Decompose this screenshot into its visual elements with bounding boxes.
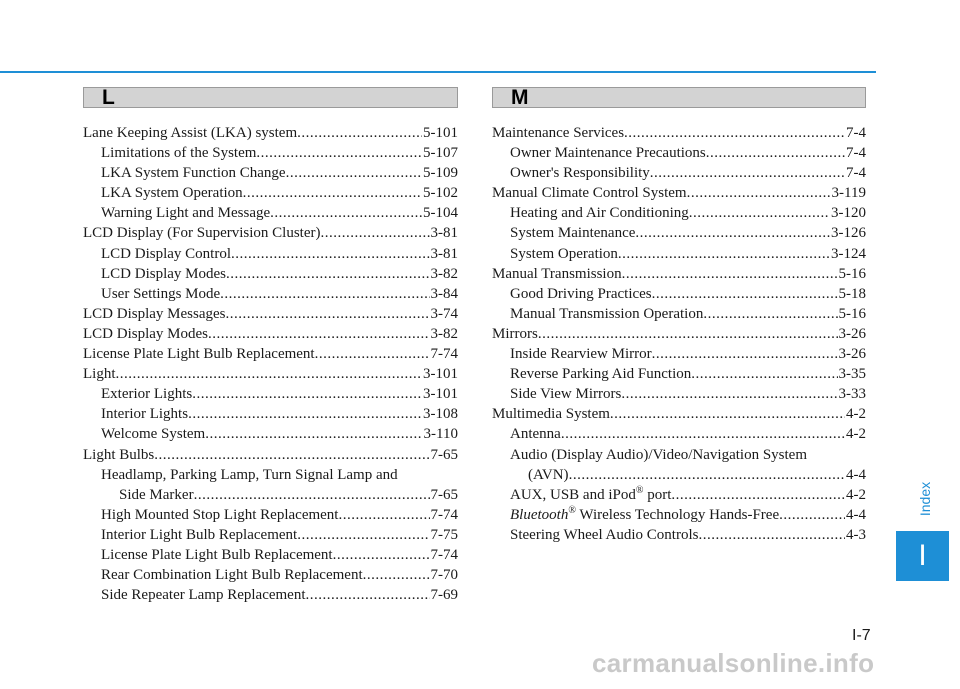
entry-title: Side View Mirrors [510,386,622,403]
entry-title: Manual Transmission Operation [510,305,704,322]
page-number: I-7 [852,627,871,644]
entry-page: 3-81 [430,245,458,262]
entry-title: Manual Climate Control System [492,185,687,202]
entry-title: Manual Transmission [492,265,622,282]
entry-page: 7-74 [430,546,458,563]
index-subentry[interactable] [83,585,458,605]
entry-page: 4-2 [846,406,866,423]
section-header-m [492,87,866,108]
index-entry[interactable] [83,123,458,143]
entry-page: 3-26 [838,325,866,342]
index-subentry-continued[interactable] [492,465,866,485]
entry-title: (AVN) [528,466,569,483]
entry-page: 3-108 [423,406,458,423]
entry-title: Multimedia System [492,406,610,423]
entry-title: Light [83,366,116,383]
entry-page: 5-18 [838,285,866,302]
index-column-m [492,123,866,545]
entry-title: LCD Display (For Supervision Cluster) [83,225,321,242]
index-subentry[interactable] [83,505,458,525]
entry-title: Rear Combination Light Bulb Replacement [101,567,363,584]
index-subentry[interactable] [492,505,866,525]
entry-title-suffix: Wireless Technology Hands-Free [575,506,780,523]
section-letter-l: L [102,86,115,109]
index-tab-letter: I [918,539,927,572]
entry-title: LKA System Operation [101,185,243,202]
index-entry[interactable] [492,264,866,284]
index-entry[interactable] [83,445,458,465]
section-header-l [83,87,458,108]
entry-page: 5-109 [423,165,458,182]
entry-title: Owner's Responsibility [510,165,650,182]
index-entry[interactable] [492,324,866,344]
entry-page: 5-102 [423,185,458,202]
entry-title: LCD Display Control [101,245,231,262]
entry-page: 3-33 [838,386,866,403]
entry-page: 4-2 [846,426,866,443]
entry-page: 7-69 [430,587,458,604]
entry-title: High Mounted Stop Light Replacement [101,506,339,523]
entry-page: 5-16 [838,265,866,282]
index-entry[interactable] [83,324,458,344]
entry-title: Light Bulbs [83,446,155,463]
entry-title: Bluetooth [510,506,569,523]
index-entry[interactable] [492,123,866,143]
entry-page: 7-74 [430,506,458,523]
entry-page: 3-101 [423,366,458,383]
index-side-label-text: Index [917,481,933,517]
entry-page: 7-4 [846,145,866,162]
entry-page: 7-70 [430,567,458,584]
index-subentry-heading [83,465,458,485]
index-subentry-continued[interactable] [83,485,458,505]
index-subentry[interactable] [492,485,866,505]
entry-title: Welcome System [101,426,206,443]
section-letter-m: M [511,86,529,109]
index-subentry[interactable] [492,284,866,304]
entry-page: 7-4 [846,165,866,182]
entry-title: Limitations of the System [101,145,257,162]
entry-title: License Plate Light Bulb Replacement [83,346,315,363]
entry-title: Antenna [510,426,561,443]
entry-page: 3-126 [831,225,866,242]
entry-page: 7-65 [430,446,458,463]
entry-page: 4-4 [846,506,866,523]
index-entry[interactable] [83,223,458,243]
index-column-l [83,123,458,605]
index-subentry[interactable] [492,384,866,404]
index-subentry[interactable] [83,424,458,444]
entry-title: System Maintenance [510,225,636,242]
entry-page: 7-4 [846,125,866,141]
index-subentry[interactable] [492,364,866,384]
index-subentry[interactable] [492,163,866,183]
entry-page: 3-82 [430,325,458,342]
entry-title: Good Driving Practices [510,285,652,302]
entry-page: 4-2 [846,486,866,503]
entry-page: 3-82 [430,265,458,282]
entry-title: Side Marker [119,486,194,503]
entry-page: 3-81 [430,225,458,242]
entry-title: Lane Keeping Assist (LKA) system [83,125,298,141]
entry-page: 7-74 [430,346,458,363]
index-entry[interactable] [492,183,866,203]
index-tab[interactable] [896,531,949,581]
entry-title: Headlamp, Parking Lamp, Turn Signal Lamp and [101,466,398,483]
entry-title: Audio (Display Audio)/Video/Navigation System [510,446,807,463]
index-subentry[interactable] [83,284,458,304]
entry-title: Inside Rearview Mirror [510,346,652,363]
entry-page: 4-3 [846,526,866,543]
entry-page: 7-65 [430,486,458,503]
entry-page: 3-119 [831,185,866,202]
entry-page: 3-101 [423,386,458,403]
index-subentry[interactable] [492,344,866,364]
index-entry[interactable] [492,404,866,424]
entry-page: 3-26 [838,346,866,363]
entry-title: LCD Display Modes [101,265,226,282]
entry-title: Side Repeater Lamp Replacement [101,587,306,604]
entry-page: 3-110 [423,426,458,443]
index-subentry[interactable] [492,424,866,444]
index-subentry[interactable] [83,244,458,264]
index-subentry[interactable] [83,264,458,284]
entry-page: 5-101 [423,125,458,141]
index-subentry[interactable] [492,203,866,223]
index-subentry[interactable] [83,163,458,183]
entry-title: LCD Display Modes [83,325,208,342]
entry-title: LCD Display Messages [83,305,226,322]
index-subentry[interactable] [83,143,458,163]
index-entry[interactable] [83,304,458,324]
registered-mark: ® [568,504,576,516]
entry-page: 3-74 [430,305,458,322]
entry-page: 5-107 [423,145,458,162]
registered-mark: ® [635,484,644,496]
entry-title: Reverse Parking Aid Function [510,366,692,383]
index-subentry[interactable] [83,384,458,404]
entry-page: 5-104 [423,205,458,222]
entry-page: 3-84 [430,285,458,302]
entry-page: 4-4 [846,466,866,483]
index-subentry[interactable] [83,525,458,545]
entry-page: 3-120 [831,205,866,222]
entry-title: License Plate Light Bulb Replacement [101,546,333,563]
entry-page: 3-35 [838,366,866,383]
index-subentry[interactable] [492,223,866,243]
entry-title: Maintenance Services [492,125,625,141]
index-subentry-heading [492,445,866,465]
index-subentry[interactable] [83,203,458,223]
entry-title: Steering Wheel Audio Controls [510,526,699,543]
entry-title: Warning Light and Message [101,205,271,222]
entry-page: 7-75 [430,526,458,543]
entry-title: Owner Maintenance Precautions [510,145,706,162]
index-entry[interactable] [83,344,458,364]
index-side-label [905,474,945,524]
header-rule [0,71,876,73]
entry-title: Mirrors [492,325,538,342]
entry-page: 5-16 [838,305,866,322]
index-subentry[interactable] [83,545,458,565]
entry-title-suffix: port [643,486,672,503]
index-subentry[interactable] [492,304,866,324]
entry-page: 3-124 [831,245,866,262]
index-subentry[interactable] [83,404,458,424]
entry-title: Exterior Lights [101,386,193,403]
entry-title: User Settings Mode [101,285,221,302]
index-subentry[interactable] [492,244,866,264]
index-subentry[interactable] [492,525,866,545]
entry-title: AUX, USB and iPod [510,486,636,503]
index-subentry[interactable] [83,565,458,585]
entry-title: Heating and Air Conditioning [510,205,689,222]
entry-title: Interior Lights [101,406,189,423]
index-subentry[interactable] [83,183,458,203]
entry-title: System Operation [510,245,618,262]
index-subentry[interactable] [492,143,866,163]
entry-title: Interior Light Bulb Replacement [101,526,298,543]
watermark: carmanualsonline.info [592,648,875,678]
entry-title: LKA System Function Change [101,165,286,182]
index-entry[interactable] [83,364,458,384]
